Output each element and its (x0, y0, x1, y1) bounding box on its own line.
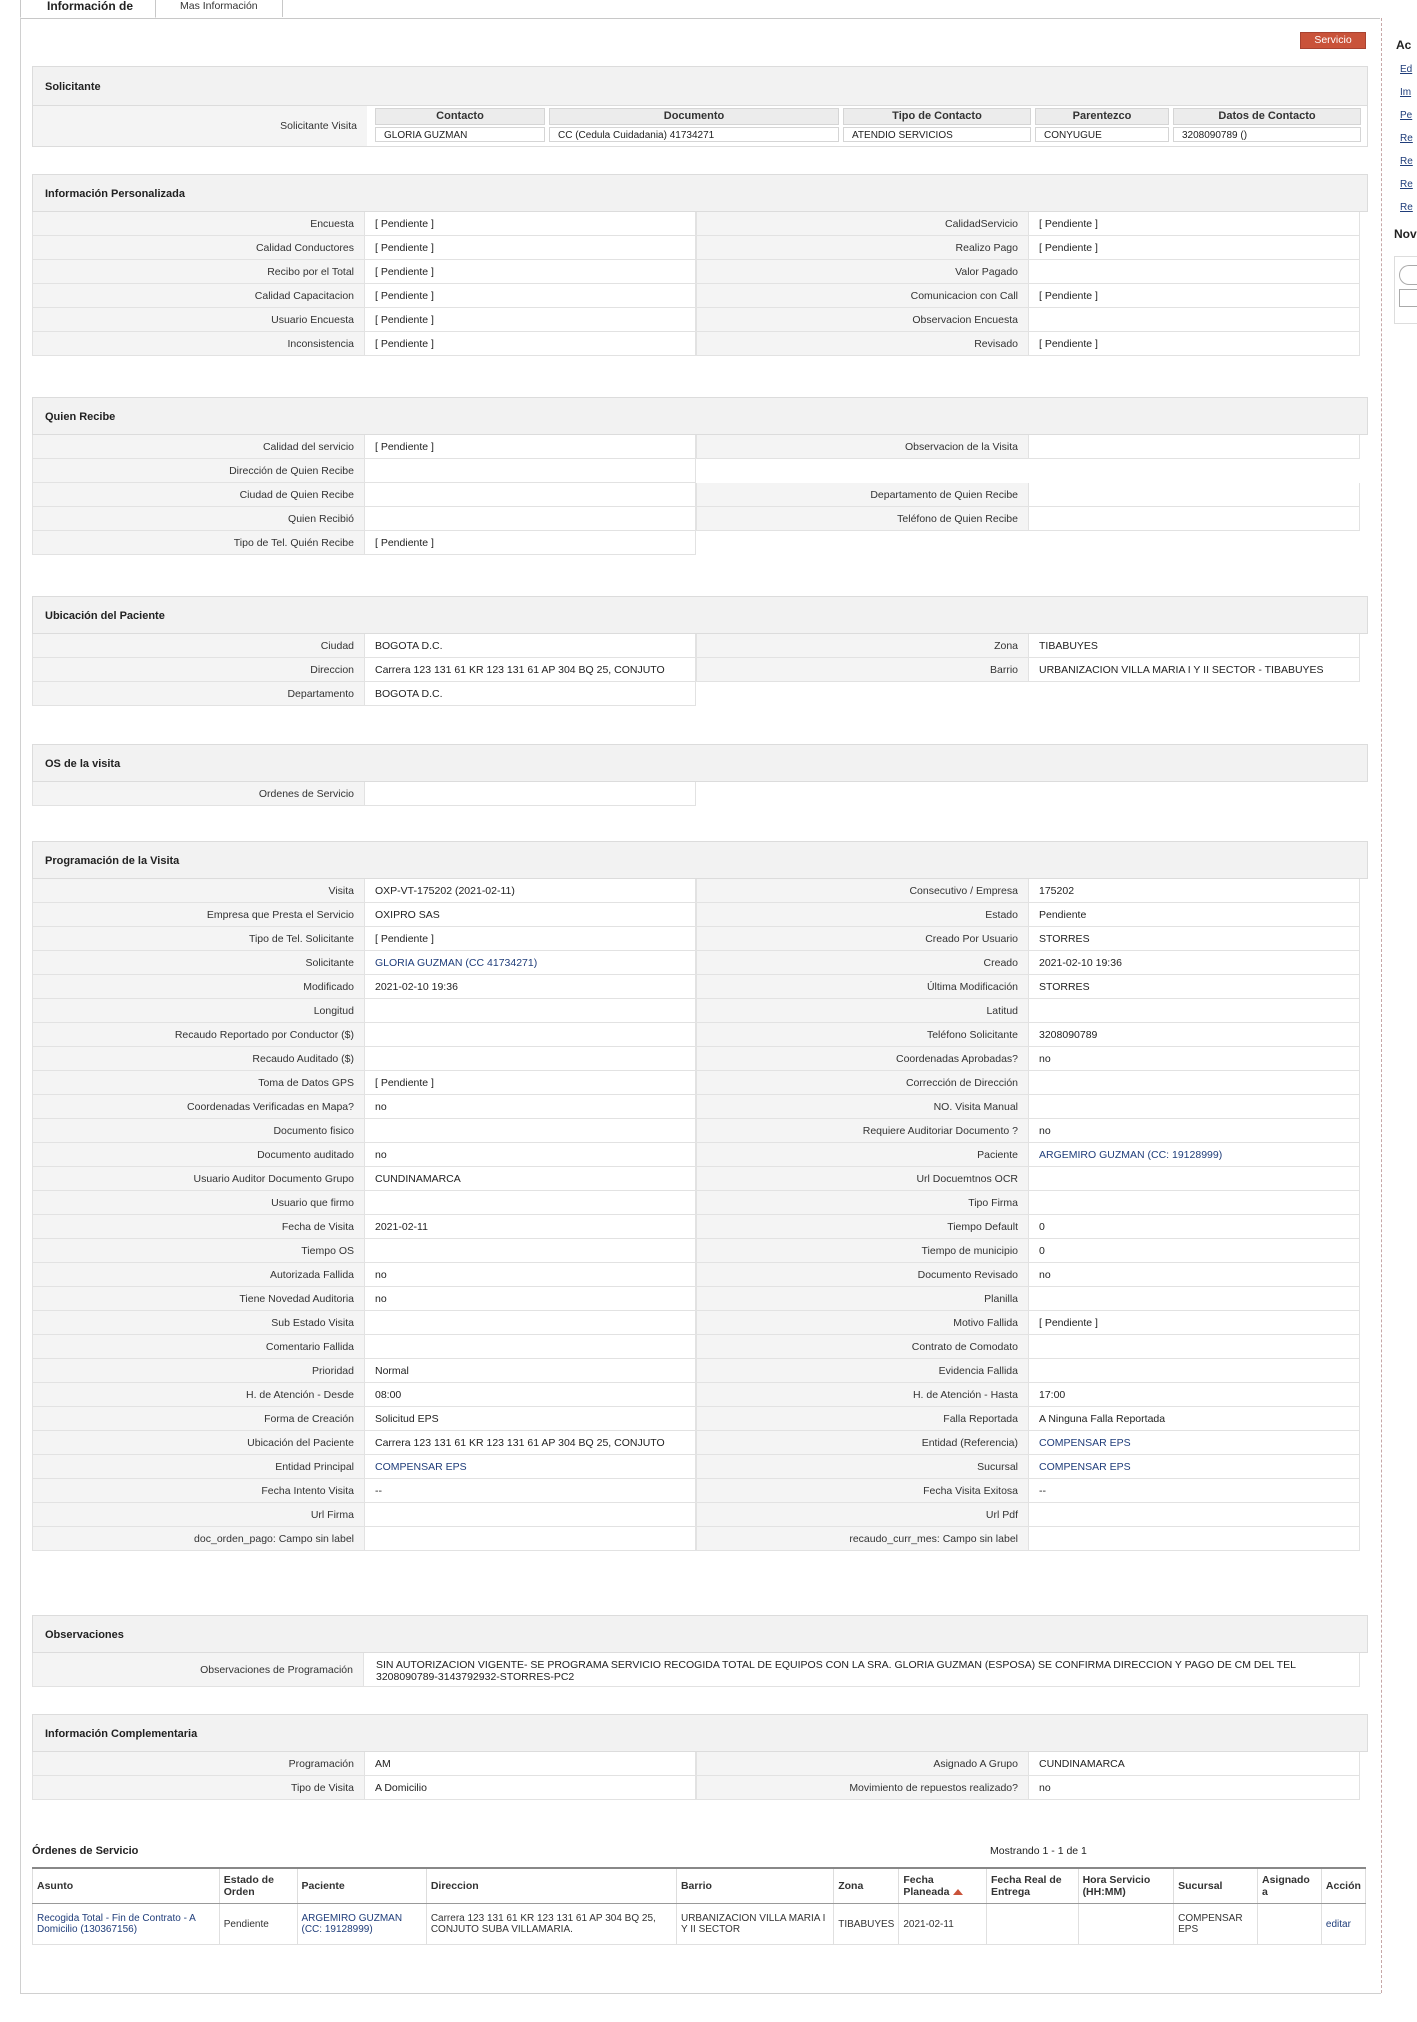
grid-spacer (696, 459, 1028, 483)
field-label: Ubicación del Paciente (32, 1431, 364, 1455)
ubicacion-grid (32, 634, 1368, 706)
cell-asunto[interactable]: Recogida Total - Fin de Contrato - A Domicilio (130367156) (33, 1904, 220, 1945)
field-label: Quien Recibió (32, 507, 364, 531)
field-value: GLORIA GUZMAN (CC 41734271) (364, 951, 696, 975)
field-value (364, 1503, 696, 1527)
col-sucursal[interactable]: Sucursal (1174, 1868, 1258, 1904)
grid-spacer (1028, 682, 1360, 706)
field-value: [ Pendiente ] (364, 260, 696, 284)
field-label: Recaudo Reportado por Conductor ($) (32, 1023, 364, 1047)
field-value (364, 1335, 696, 1359)
tab-informacion[interactable]: Información de (20, 0, 156, 18)
field-value: [ Pendiente ] (364, 284, 696, 308)
field-label: H. de Atención - Desde (32, 1383, 364, 1407)
field-value (1028, 1287, 1360, 1311)
field-value: no (1028, 1119, 1360, 1143)
field-value: BOGOTA D.C. (364, 682, 696, 706)
field-label: Creado Por Usuario (696, 927, 1028, 951)
programacion-grid (32, 879, 1368, 1551)
field-label: Requiere Auditoriar Documento ? (696, 1119, 1028, 1143)
field-value: STORRES (1028, 975, 1360, 999)
field-label: Tiempo de municipio (696, 1239, 1028, 1263)
field-value: no (364, 1095, 696, 1119)
novedades-box (1394, 256, 1417, 324)
field-value (364, 1191, 696, 1215)
cell-estado: Pendiente (219, 1904, 297, 1945)
field-value: COMPENSAR EPS (364, 1455, 696, 1479)
solicitante-table (32, 106, 1368, 147)
field-label: Entidad (Referencia) (696, 1431, 1028, 1455)
field-label: Tipo de Visita (32, 1776, 364, 1800)
field-label: Comunicacion con Call (696, 284, 1028, 308)
contact-header: Documento (549, 108, 839, 125)
servicio-button[interactable]: Servicio (1300, 32, 1366, 49)
field-label: Falla Reportada (696, 1407, 1028, 1431)
novedad-radio[interactable] (1399, 265, 1417, 285)
section-title: Ubicación del Paciente (32, 596, 1368, 634)
section-solicitante (32, 66, 1368, 147)
field-label: Encuesta (32, 212, 364, 236)
contact-cell: ATENDIO SERVICIOS (843, 127, 1031, 142)
field-value: [ Pendiente ] (364, 212, 696, 236)
field-value (1028, 1191, 1360, 1215)
sidebar-link-editar[interactable]: Ed (1400, 64, 1413, 75)
field-label: recaudo_curr_mes: Campo sin label (696, 1527, 1028, 1551)
section-ubicacion (32, 596, 1368, 706)
pagination-info: Mostrando 1 - 1 de 1 (990, 1845, 1087, 1857)
field-label: Recibo por el Total (32, 260, 364, 284)
cell-zona: TIBABUYES (834, 1904, 899, 1945)
field-label: Documento Revisado (696, 1263, 1028, 1287)
field-label: Consecutivo / Empresa (696, 879, 1028, 903)
field-value (364, 1119, 696, 1143)
field-value (364, 782, 696, 806)
field-label: Direccion (32, 658, 364, 682)
field-value (1028, 999, 1360, 1023)
actions-sidebar (1384, 28, 1417, 241)
solicitante-label: Solicitante Visita (33, 106, 367, 146)
field-value: COMPENSAR EPS (1028, 1431, 1360, 1455)
field-value: [ Pendiente ] (364, 236, 696, 260)
field-value (364, 1311, 696, 1335)
field-label: doc_orden_pago: Campo sin label (32, 1527, 364, 1551)
sidebar-title: Ac (1396, 38, 1412, 52)
field-value (364, 507, 696, 531)
field-value: [ Pendiente ] (364, 531, 696, 555)
field-value: URBANIZACION VILLA MARIA I Y II SECTOR - TIBABUYES (1028, 658, 1360, 682)
field-label: Longitud (32, 999, 364, 1023)
field-label: Zona (696, 634, 1028, 658)
col-fecha-real[interactable]: Fecha Real de Entrega (987, 1868, 1079, 1904)
contact-cell: GLORIA GUZMAN (375, 127, 545, 142)
novedades-title: Nov (1394, 227, 1417, 241)
field-value: Normal (364, 1359, 696, 1383)
field-label: Toma de Datos GPS (32, 1071, 364, 1095)
field-label: Tiene Novedad Auditoria (32, 1287, 364, 1311)
section-title: Observaciones (32, 1615, 1368, 1653)
field-label: Documento auditado (32, 1143, 364, 1167)
field-value (364, 1239, 696, 1263)
section-programacion (32, 841, 1368, 1551)
grid-spacer (1028, 782, 1360, 806)
field-value: [ Pendiente ] (364, 927, 696, 951)
field-value (1028, 308, 1360, 332)
sort-asc-icon (953, 1889, 963, 1895)
field-label: Sucursal (696, 1455, 1028, 1479)
section-info-personalizada (32, 174, 1368, 356)
field-value: [ Pendiente ] (1028, 236, 1360, 260)
field-label: Corrección de Dirección (696, 1071, 1028, 1095)
field-label: Coordenadas Verificadas en Mapa? (32, 1095, 364, 1119)
field-label: Estado (696, 903, 1028, 927)
field-label: Tipo Firma (696, 1191, 1028, 1215)
field-value: 2021-02-10 19:36 (1028, 951, 1360, 975)
field-value: 0 (1028, 1239, 1360, 1263)
observaciones-row (32, 1653, 1368, 1687)
contact-header: Datos de Contacto (1173, 108, 1361, 125)
field-value: AM (364, 1752, 696, 1776)
field-value (1028, 1503, 1360, 1527)
field-value: 0 (1028, 1215, 1360, 1239)
field-value: [ Pendiente ] (364, 308, 696, 332)
field-value (364, 483, 696, 507)
field-label: Teléfono Solicitante (696, 1023, 1028, 1047)
tab-bar (20, 0, 1380, 19)
field-label: Observacion Encuesta (696, 308, 1028, 332)
cell-sucursal: COMPENSAR EPS (1174, 1904, 1258, 1945)
field-label: Calidad Capacitacion (32, 284, 364, 308)
section-quien-recibe (32, 397, 1368, 555)
field-label: Tiempo Default (696, 1215, 1028, 1239)
field-value: -- (364, 1479, 696, 1503)
field-label: Ordenes de Servicio (32, 782, 364, 806)
field-label: Tipo de Tel. Solicitante (32, 927, 364, 951)
table-row (33, 1904, 1366, 1945)
cell-hora (1078, 1904, 1174, 1945)
novedad-checkbox[interactable] (1399, 289, 1417, 307)
field-label: Inconsistencia (32, 332, 364, 356)
field-value (1028, 1335, 1360, 1359)
field-label: Revisado (696, 332, 1028, 356)
grid-spacer (696, 531, 1028, 555)
field-value (1028, 1527, 1360, 1551)
field-label: Movimiento de repuestos realizado? (696, 1776, 1028, 1800)
contact-header: Tipo de Contacto (843, 108, 1031, 125)
sidebar-link-re-2[interactable]: Re (1400, 156, 1413, 167)
field-label: Observacion de la Visita (696, 435, 1028, 459)
field-label: Recaudo Auditado ($) (32, 1047, 364, 1071)
field-value: [ Pendiente ] (1028, 284, 1360, 308)
field-label: NO. Visita Manual (696, 1095, 1028, 1119)
field-label: Valor Pagado (696, 260, 1028, 284)
field-value: BOGOTA D.C. (364, 634, 696, 658)
cell-direccion: Carrera 123 131 61 KR 123 131 61 AP 304 BQ 25, CONJUTO SUBA VILLAMARIA. (426, 1904, 676, 1945)
grid-spacer (1028, 459, 1360, 483)
field-value: no (364, 1143, 696, 1167)
field-label: Usuario Encuesta (32, 308, 364, 332)
quien-recibe-grid (32, 435, 1368, 555)
field-value: STORRES (1028, 927, 1360, 951)
section-os-visita (32, 744, 1368, 806)
field-value (364, 1023, 696, 1047)
field-label: H. de Atención - Hasta (696, 1383, 1028, 1407)
field-value (364, 1047, 696, 1071)
field-value: ARGEMIRO GUZMAN (CC: 19128999) (1028, 1143, 1360, 1167)
observaciones-label: Observaciones de Programación (32, 1653, 364, 1687)
field-label: Calidad Conductores (32, 236, 364, 260)
panel-divider (1381, 18, 1382, 1993)
field-value: no (1028, 1047, 1360, 1071)
field-value: OXIPRO SAS (364, 903, 696, 927)
field-label: Motivo Fallida (696, 1311, 1028, 1335)
field-label: Tiempo OS (32, 1239, 364, 1263)
field-value (364, 1527, 696, 1551)
os-visita-grid (32, 782, 1368, 806)
contact-cell: CONYUGUE (1035, 127, 1169, 142)
field-label: Contrato de Comodato (696, 1335, 1028, 1359)
field-value (1028, 435, 1360, 459)
complementaria-grid (32, 1752, 1368, 1800)
col-fecha-planeada-label: Fecha Planeada (903, 1874, 950, 1898)
field-label: Fecha Visita Exitosa (696, 1479, 1028, 1503)
field-label: Sub Estado Visita (32, 1311, 364, 1335)
field-value (364, 999, 696, 1023)
field-label: Fecha de Visita (32, 1215, 364, 1239)
section-complementaria (32, 1714, 1368, 1800)
cell-asignado (1258, 1904, 1322, 1945)
col-asunto[interactable]: Asunto (33, 1868, 220, 1904)
cell-fecha-planeada: 2021-02-11 (899, 1904, 987, 1945)
field-label: Solicitante (32, 951, 364, 975)
field-value: TIBABUYES (1028, 634, 1360, 658)
field-label: Usuario Auditor Documento Grupo (32, 1167, 364, 1191)
field-label: Programación (32, 1752, 364, 1776)
field-label: Evidencia Fallida (696, 1359, 1028, 1383)
section-title: Solicitante (32, 66, 1368, 106)
cell-paciente[interactable]: ARGEMIRO GUZMAN (CC: 19128999) (297, 1904, 426, 1945)
field-label: Modificado (32, 975, 364, 999)
section-title: Programación de la Visita (32, 841, 1368, 879)
field-value: no (1028, 1263, 1360, 1287)
field-label: Forma de Creación (32, 1407, 364, 1431)
contact-cell: 3208090789 () (1173, 127, 1361, 142)
field-label: CalidadServicio (696, 212, 1028, 236)
grid-spacer (696, 782, 1028, 806)
field-label: Usuario que firmo (32, 1191, 364, 1215)
col-asignado[interactable]: Asignado a (1258, 1868, 1322, 1904)
field-value: 2021-02-10 19:36 (364, 975, 696, 999)
contact-header: Contacto (375, 108, 545, 125)
field-value (1028, 1167, 1360, 1191)
field-value: [ Pendiente ] (364, 435, 696, 459)
col-hora[interactable]: Hora Servicio (HH:MM) (1078, 1868, 1174, 1904)
sidebar-link-re-4[interactable]: Re (1400, 202, 1413, 213)
field-value (364, 459, 696, 483)
field-label: Comentario Fallida (32, 1335, 364, 1359)
field-label: Prioridad (32, 1359, 364, 1383)
field-value: no (1028, 1776, 1360, 1800)
field-value: A Domicilio (364, 1776, 696, 1800)
field-value: no (364, 1263, 696, 1287)
ordenes-title: Órdenes de Servicio (32, 1845, 139, 1857)
field-value (1028, 507, 1360, 531)
section-title: Información Personalizada (32, 174, 1368, 212)
ordenes-section (32, 1845, 1366, 1945)
field-value: 17:00 (1028, 1383, 1360, 1407)
observaciones-value: SIN AUTORIZACION VIGENTE- SE PROGRAMA SERVICIO RECOGIDA TOTAL DE EQUIPOS CON LA SRA. GLORIA GUZMAN (ESPOSA) SE CONFIRMA DIRECCION Y PAGO DE CM DEL TEL 3208090789-3143792932-STORRES-PC2 (364, 1653, 1360, 1687)
section-title: OS de la visita (32, 744, 1368, 782)
field-label: Empresa que Presta el Servicio (32, 903, 364, 927)
field-label: Documento fisico (32, 1119, 364, 1143)
field-label: Departamento de Quien Recibe (696, 483, 1028, 507)
field-label: Planilla (696, 1287, 1028, 1311)
col-fecha-planeada[interactable] (899, 1868, 987, 1904)
sidebar-link-pe[interactable]: Pe (1400, 110, 1413, 121)
field-value: -- (1028, 1479, 1360, 1503)
field-label: Url Docuemtnos OCR (696, 1167, 1028, 1191)
contacts-grid (367, 106, 1369, 146)
col-direccion[interactable]: Direccion (426, 1868, 676, 1904)
cell-fecha-real (987, 1904, 1079, 1945)
field-value: OXP-VT-175202 (2021-02-11) (364, 879, 696, 903)
field-label: Latitud (696, 999, 1028, 1023)
field-value: Pendiente (1028, 903, 1360, 927)
col-barrio[interactable]: Barrio (676, 1868, 833, 1904)
field-label: Paciente (696, 1143, 1028, 1167)
col-paciente[interactable]: Paciente (297, 1868, 426, 1904)
col-zona[interactable]: Zona (834, 1868, 899, 1904)
field-label: Dirección de Quien Recibe (32, 459, 364, 483)
field-value: A Ninguna Falla Reportada (1028, 1407, 1360, 1431)
field-value: COMPENSAR EPS (1028, 1455, 1360, 1479)
field-value: Solicitud EPS (364, 1407, 696, 1431)
col-accion: Acción (1321, 1868, 1365, 1904)
contact-cell: CC (Cedula Cuidadania) 41734271 (549, 127, 839, 142)
field-label: Barrio (696, 658, 1028, 682)
field-value: [ Pendiente ] (364, 1071, 696, 1095)
field-label: Fecha Intento Visita (32, 1479, 364, 1503)
field-value: [ Pendiente ] (1028, 212, 1360, 236)
field-value: 175202 (1028, 879, 1360, 903)
field-label: Coordenadas Aprobadas? (696, 1047, 1028, 1071)
table-header-row (33, 1868, 1366, 1904)
field-value (1028, 1359, 1360, 1383)
field-label: Departamento (32, 682, 364, 706)
col-estado[interactable]: Estado de Orden (219, 1868, 297, 1904)
cell-barrio: URBANIZACION VILLA MARIA I Y II SECTOR (676, 1904, 833, 1945)
tab-mas-informacion[interactable]: Mas Información (155, 0, 283, 17)
field-value: [ Pendiente ] (1028, 1311, 1360, 1335)
editar-link[interactable]: editar (1321, 1904, 1365, 1945)
field-label: Autorizada Fallida (32, 1263, 364, 1287)
section-title: Información Complementaria (32, 1714, 1368, 1752)
field-label: Tipo de Tel. Quién Recibe (32, 531, 364, 555)
section-title: Quien Recibe (32, 397, 1368, 435)
field-label: Última Modificación (696, 975, 1028, 999)
field-value: CUNDINAMARCA (1028, 1752, 1360, 1776)
sidebar-link-re-1[interactable]: Re (1400, 133, 1413, 144)
contact-header: Parentezco (1035, 108, 1169, 125)
field-value (1028, 260, 1360, 284)
field-value: 3208090789 (1028, 1023, 1360, 1047)
field-value: Carrera 123 131 61 KR 123 131 61 AP 304 BQ 25, CONJUTO (364, 1431, 696, 1455)
section-observaciones (32, 1615, 1368, 1687)
field-label: Ciudad de Quien Recibe (32, 483, 364, 507)
field-label: Url Pdf (696, 1503, 1028, 1527)
ordenes-table (32, 1867, 1366, 1945)
field-value (1028, 1095, 1360, 1119)
field-label: Entidad Principal (32, 1455, 364, 1479)
sidebar-link-re-3[interactable]: Re (1400, 179, 1413, 190)
info-personalizada-grid (32, 212, 1368, 356)
field-value: no (364, 1287, 696, 1311)
grid-spacer (696, 682, 1028, 706)
field-label: Asignado A Grupo (696, 1752, 1028, 1776)
field-label: Url Firma (32, 1503, 364, 1527)
field-value: CUNDINAMARCA (364, 1167, 696, 1191)
field-value: 08:00 (364, 1383, 696, 1407)
field-value: 2021-02-11 (364, 1215, 696, 1239)
field-label: Creado (696, 951, 1028, 975)
field-label: Calidad del servicio (32, 435, 364, 459)
field-label: Realizo Pago (696, 236, 1028, 260)
field-label: Ciudad (32, 634, 364, 658)
field-label: Teléfono de Quien Recibe (696, 507, 1028, 531)
field-value: Carrera 123 131 61 KR 123 131 61 AP 304 BQ 25, CONJUTO (364, 658, 696, 682)
field-value (1028, 1071, 1360, 1095)
field-value: [ Pendiente ] (364, 332, 696, 356)
field-value: [ Pendiente ] (1028, 332, 1360, 356)
field-label: Visita (32, 879, 364, 903)
sidebar-link-imprimir[interactable]: Im (1400, 87, 1412, 98)
field-value (1028, 483, 1360, 507)
grid-spacer (1028, 531, 1360, 555)
